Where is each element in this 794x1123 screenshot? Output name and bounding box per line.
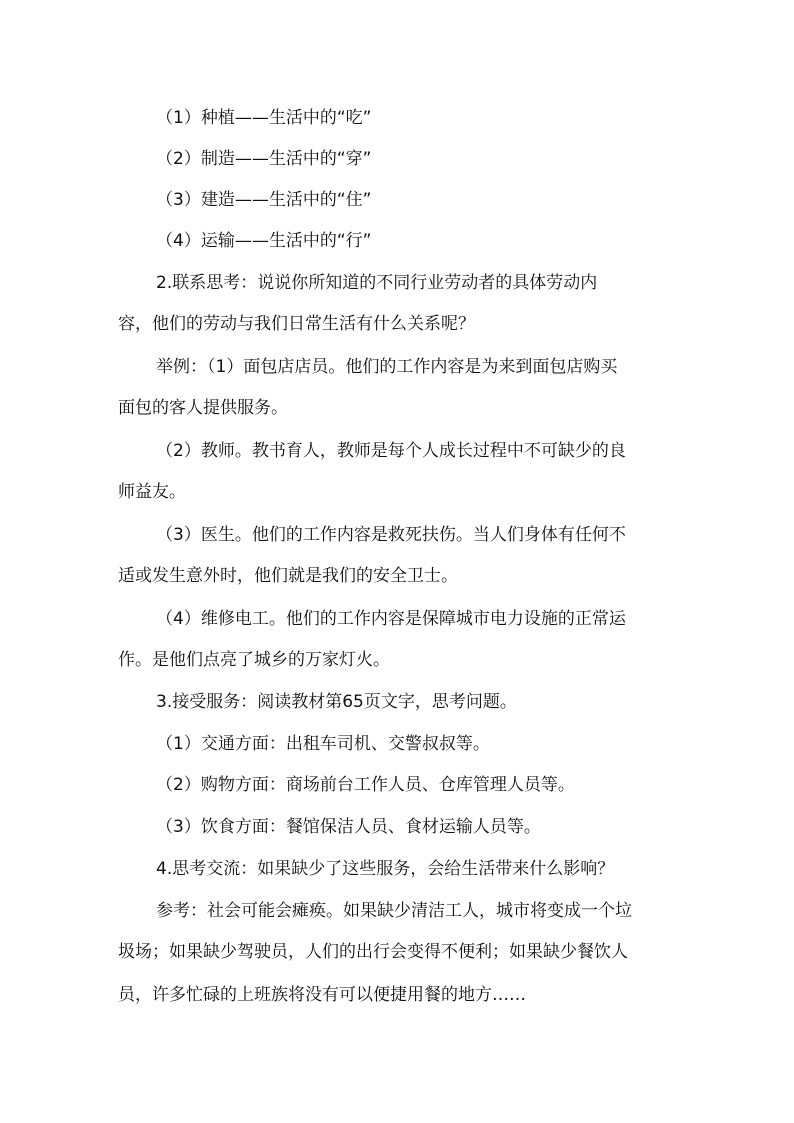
text-line: （3）饮食方面：餐馆保洁人员、食材运输人员等。 xyxy=(156,817,541,837)
text-line: （1）种植——生活中的“吃” xyxy=(156,108,372,128)
text-line: （2）制造——生活中的“穿” xyxy=(156,149,372,169)
text-line: 圾场；如果缺少驾驶员，人们的出行会变得不便利；如果缺少餐饮人 xyxy=(118,942,628,962)
text-line: 3.接受服务：阅读教材第65页文字，思考问题。 xyxy=(156,692,517,712)
text-line: 举例：（1）面包店店员。他们的工作内容是为来到面包店购买 xyxy=(156,357,618,377)
text-line: 员，许多忙碌的上班族将没有可以便捷用餐的地方…… xyxy=(118,985,526,1005)
text-line: （3）医生。他们的工作内容是救死扶伤。当人们身体有任何不 xyxy=(156,525,626,545)
text-line: 4.思考交流：如果缺少了这些服务，会给生活带来什么影响？ xyxy=(156,859,615,879)
text-line: 参考：社会可能会瘫痪。如果缺少清洁工人，城市将变成一个垃 xyxy=(156,901,632,921)
text-line: 2.联系思考：说说你所知道的不同行业劳动者的具体劳动内 xyxy=(156,273,598,293)
text-line: 面包的客人提供服务。 xyxy=(118,398,288,418)
text-line: （1）交通方面：出租车司机、交警叔叔等。 xyxy=(156,734,490,754)
text-line: 适或发生意外时，他们就是我们的安全卫士。 xyxy=(118,566,458,586)
text-line: （4）维修电工。他们的工作内容是保障城市电力设施的正常运 xyxy=(156,609,626,629)
text-line: 师益友。 xyxy=(118,482,186,502)
text-line: （2）购物方面：商场前台工作人员、仓库管理人员等。 xyxy=(156,775,575,795)
text-line: 容，他们的劳动与我们日常生活有什么关系呢？ xyxy=(118,314,475,334)
text-line: （3）建造——生活中的“住” xyxy=(156,190,372,210)
text-line: （4）运输——生活中的“行” xyxy=(156,231,372,251)
text-line: 作。是他们点亮了城乡的万家灯火。 xyxy=(118,650,390,670)
text-line: （2）教师。教书育人，教师是每个人成长过程中不可缺少的良 xyxy=(156,441,626,461)
